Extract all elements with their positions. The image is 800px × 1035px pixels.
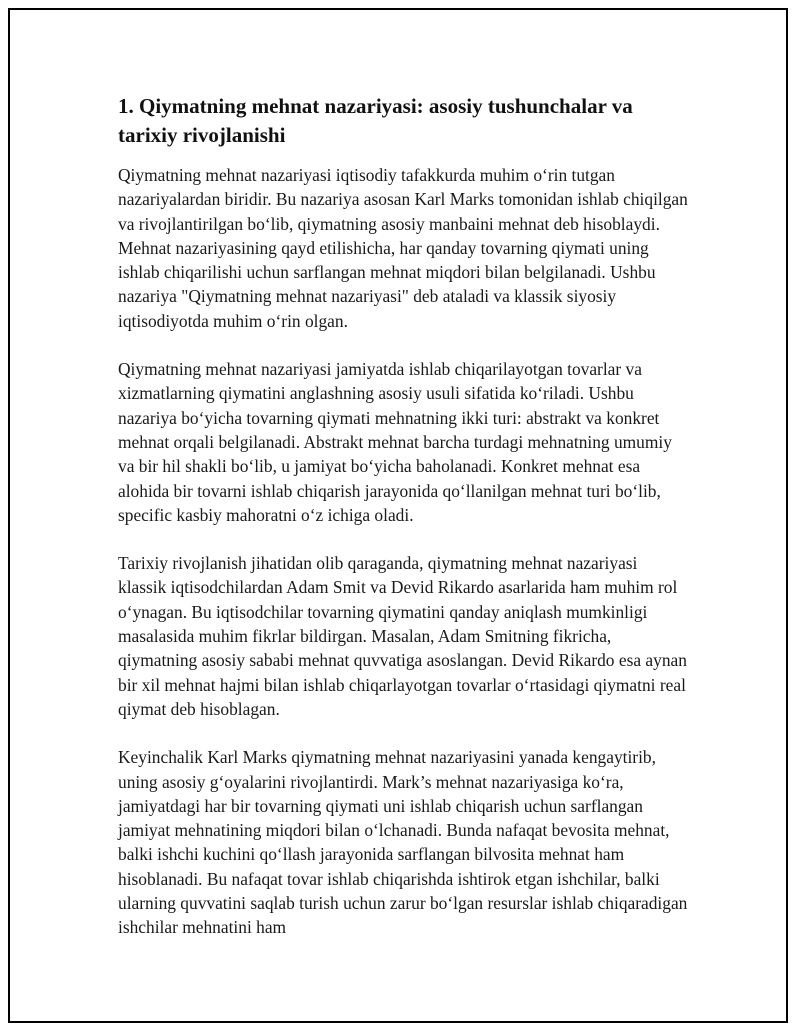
document-body (118, 92, 690, 964)
paragraph-4: Keyinchalik Karl Marks qiymatning mehnat nazariyasini yanada kengaytirib, uning asosiy g‘oyalarini rivojlantirdi. Mark’s mehnat nazariyasiga ko‘ra, jamiyatdagi har bir tovarning qiymati uni ishlab chiqarish uchun sarflangan jamiyat mehnatining miqdori bilan o‘lchanadi. Bunda nafaqat bevosita mehnat, balki ishchi kuchini qo‘llash jarayonida sarflangan bilvosita mehnat ham hisoblanadi. Bu nafaqat tovar ishlab chiqarishda ishtirok etgan ishchilar, balki ularning quvvatini saqlab turish uchun zarur bo‘lgan resurslar ishlab chiqaradigan ishchilar mehnatini ham (118, 747, 688, 938)
paragraph-3: Tarixiy rivojlanish jihatidan olib qaraganda, qiymatning mehnat nazariyasi klassik iqtisodchilardan Adam Smit va Devid Rikardo asarlarida ham muhim rol o‘ynagan. Bu iqtisodchilar tovarning qiymatini qanday aniqlash mumkinligi masalasida muhim fikrlar bildirgan. Masalan, Adam Smitning fikricha, qiymatning asosiy sababi mehnat quvvatiga asoslangan. Devid Rikardo esa aynan bir xil mehnat hajmi bilan ishlab chiqarlayotgan tovarlar o‘rtasidagi qiymatni real qiymat deb hisoblagan. (118, 553, 687, 719)
paragraph-2: Qiymatning mehnat nazariyasi jamiyatda ishlab chiqarilayotgan tovarlar va xizmatlarning qiymatini anglashning asosiy usuli sifatida ko‘riladi. Ushbu nazariya bo‘yicha tovarning qiymati mehnatning ikki turi: abstrakt va konkret mehnat orqali belgilanadi. Abstrakt mehnat barcha turdagi mehnatning umumiy va bir hil shakli bo‘lib, u jamiyat bo‘yicha baholanadi. Konkret mehnat esa alohida bir tovarni ishlab chiqarish jarayonida qo‘llanilgan mehnat turi bo‘lib, specific kasbiy mahoratni o‘z ichiga oladi. (118, 359, 672, 525)
paragraph-1: Qiymatning mehnat nazariyasi iqtisodiy tafakkurda muhim o‘rin tutgan nazariyalardan biridir. Bu nazariya asosan Karl Marks tomonidan ishlab chiqilgan va rivojlantirilgan bo‘lib, qiymatning asosiy manbaini mehnat deb hisoblaydi. Mehnat nazariyasining qayd etilishicha, har qanday tovarning qiymati uning ishlab chiqarilishi uchun sarflangan mehnat miqdori bilan belgilanadi. Ushbu nazariya "Qiymatning mehnat nazariyasi" deb ataladi va klassik siyosiy iqtisodiyotda muhim o‘rin olgan. (118, 165, 688, 331)
section-heading: 1. Qiymatning mehnat nazariyasi: asosiy tushunchalar va tarixiy rivojlanishi (118, 94, 633, 147)
